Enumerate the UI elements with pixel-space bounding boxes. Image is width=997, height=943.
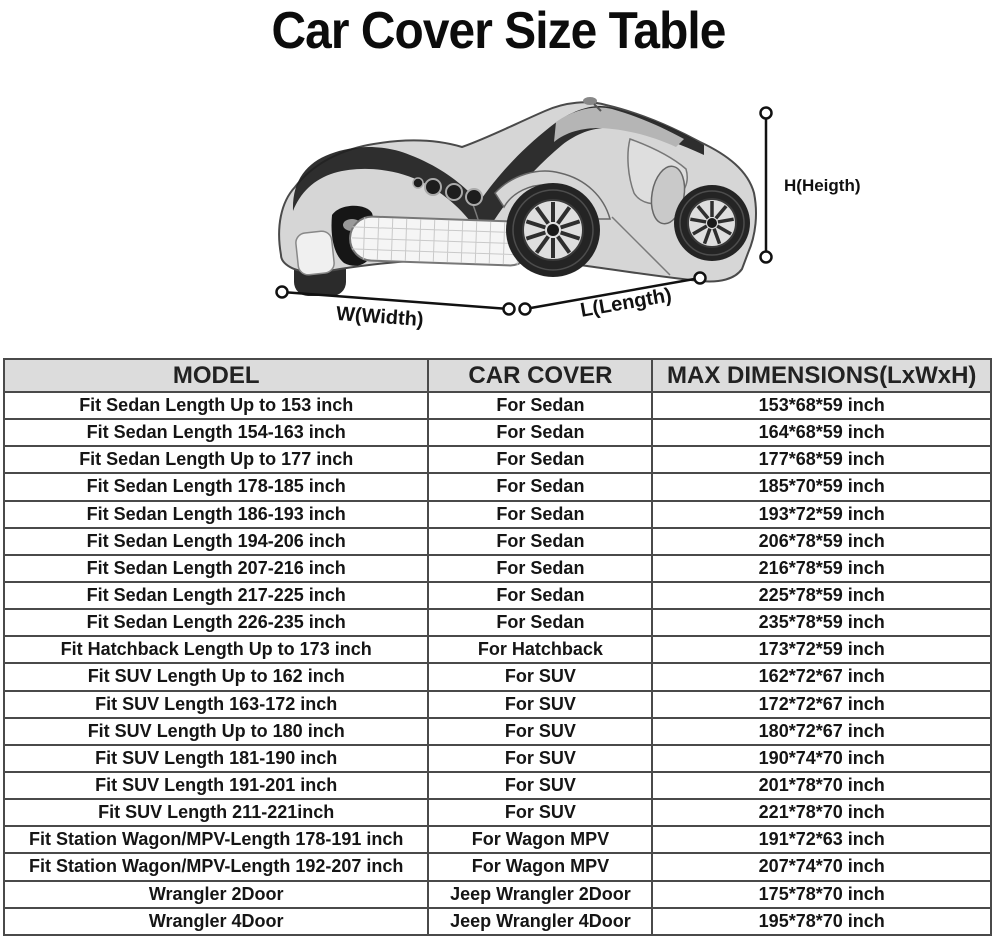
table-row [4, 501, 991, 528]
car-cover-cell: For Sedan [428, 555, 652, 582]
car-cover-cell: For SUV [428, 691, 652, 718]
table-row [4, 691, 991, 718]
max-dimensions-cell: 177*68*59 inch [652, 446, 991, 473]
model-cell: Fit Sedan Length 186-193 inch [4, 501, 428, 528]
car-cover-cell: For SUV [428, 718, 652, 745]
length-dimension-label: L(Length) [578, 284, 674, 322]
model-cell: Fit Sedan Length 178-185 inch [4, 473, 428, 500]
max-dimensions-cell: 162*72*67 inch [652, 663, 991, 690]
table-row [4, 663, 991, 690]
table-row [4, 745, 991, 772]
model-cell: Fit Station Wagon/MPV-Length 178-191 inch [4, 826, 428, 853]
max-dimensions-cell: 185*70*59 inch [652, 473, 991, 500]
column-header-model: MODEL [4, 359, 428, 392]
table-row [4, 419, 991, 446]
max-dimensions-cell: 201*78*70 inch [652, 772, 991, 799]
max-dimensions-cell: 195*78*70 inch [652, 908, 991, 935]
car-cover-cell: For Sedan [428, 473, 652, 500]
model-cell: Fit Station Wagon/MPV-Length 192-207 inch [4, 853, 428, 880]
car-cover-cell: For Sedan [428, 419, 652, 446]
car-illustration [0, 92, 997, 354]
table-row [4, 908, 991, 935]
column-header-max-dimensions: MAX DIMENSIONS(LxWxH) [652, 359, 991, 392]
model-cell: Fit SUV Length 163-172 inch [4, 691, 428, 718]
table-row [4, 473, 991, 500]
header-row [4, 359, 991, 392]
car-cover-cell: For Sedan [428, 392, 652, 419]
model-cell: Wrangler 2Door [4, 881, 428, 908]
max-dimensions-cell: 225*78*59 inch [652, 582, 991, 609]
model-cell: Fit Sedan Length 207-216 inch [4, 555, 428, 582]
table-row [4, 392, 991, 419]
table-row [4, 772, 991, 799]
car-cover-cell: Jeep Wrangler 2Door [428, 881, 652, 908]
model-cell: Fit Sedan Length Up to 177 inch [4, 446, 428, 473]
car-cover-cell: For Wagon MPV [428, 826, 652, 853]
model-cell: Fit SUV Length 191-201 inch [4, 772, 428, 799]
model-cell: Fit Sedan Length 217-225 inch [4, 582, 428, 609]
model-cell: Wrangler 4Door [4, 908, 428, 935]
max-dimensions-cell: 235*78*59 inch [652, 609, 991, 636]
page-title: Car Cover Size Table [271, 2, 726, 60]
model-cell: Fit Sedan Length 226-235 inch [4, 609, 428, 636]
model-cell: Fit Sedan Length Up to 153 inch [4, 392, 428, 419]
table-row [4, 555, 991, 582]
table-row [4, 718, 991, 745]
max-dimensions-cell: 207*74*70 inch [652, 853, 991, 880]
column-header-car-cover: CAR COVER [428, 359, 652, 392]
car-cover-cell: For SUV [428, 663, 652, 690]
max-dimensions-cell: 173*72*59 inch [652, 636, 991, 663]
table-row [4, 609, 991, 636]
car-cover-cell: For Sedan [428, 446, 652, 473]
car-cover-cell: For SUV [428, 745, 652, 772]
car-cover-cell: For SUV [428, 772, 652, 799]
size-table-header [4, 359, 991, 392]
front-intake-mesh [349, 216, 532, 266]
max-dimensions-cell: 153*68*59 inch [652, 392, 991, 419]
car-cover-cell: For Hatchback [428, 636, 652, 663]
car-cover-cell: For Sedan [428, 582, 652, 609]
car-diagram [0, 92, 997, 354]
car-cover-cell: For Wagon MPV [428, 853, 652, 880]
max-dimensions-cell: 206*78*59 inch [652, 528, 991, 555]
model-cell: Fit Sedan Length 194-206 inch [4, 528, 428, 555]
width-dimension-label: W(Width) [335, 302, 425, 332]
table-row [4, 853, 991, 880]
max-dimensions-cell: 193*72*59 inch [652, 501, 991, 528]
model-cell: Fit SUV Length Up to 180 inch [4, 718, 428, 745]
car-cover-cell: For Sedan [428, 528, 652, 555]
max-dimensions-cell: 180*72*67 inch [652, 718, 991, 745]
model-cell: Fit SUV Length 211-221inch [4, 799, 428, 826]
car-cover-cell: Jeep Wrangler 4Door [428, 908, 652, 935]
max-dimensions-cell: 172*72*67 inch [652, 691, 991, 718]
model-cell: Fit SUV Length Up to 162 inch [4, 663, 428, 690]
table-row [4, 826, 991, 853]
height-dimension-line [761, 108, 772, 263]
max-dimensions-cell: 216*78*59 inch [652, 555, 991, 582]
table-row [4, 881, 991, 908]
car-cover-cell: For SUV [428, 799, 652, 826]
model-cell: Fit SUV Length 181-190 inch [4, 745, 428, 772]
table-row [4, 799, 991, 826]
model-cell: Fit Hatchback Length Up to 173 inch [4, 636, 428, 663]
size-table-body [4, 392, 991, 935]
max-dimensions-cell: 191*72*63 inch [652, 826, 991, 853]
rear-wheel [674, 185, 750, 261]
height-dimension-label: H(Heigth) [784, 176, 861, 195]
model-cell: Fit Sedan Length 154-163 inch [4, 419, 428, 446]
car-cover-cell: For Sedan [428, 609, 652, 636]
front-wheel [506, 183, 600, 277]
table-row [4, 528, 991, 555]
table-row [4, 446, 991, 473]
table-row [4, 582, 991, 609]
table-row [4, 636, 991, 663]
size-table [3, 358, 992, 936]
max-dimensions-cell: 164*68*59 inch [652, 419, 991, 446]
car-cover-cell: For Sedan [428, 501, 652, 528]
max-dimensions-cell: 175*78*70 inch [652, 881, 991, 908]
max-dimensions-cell: 221*78*70 inch [652, 799, 991, 826]
max-dimensions-cell: 190*74*70 inch [652, 745, 991, 772]
